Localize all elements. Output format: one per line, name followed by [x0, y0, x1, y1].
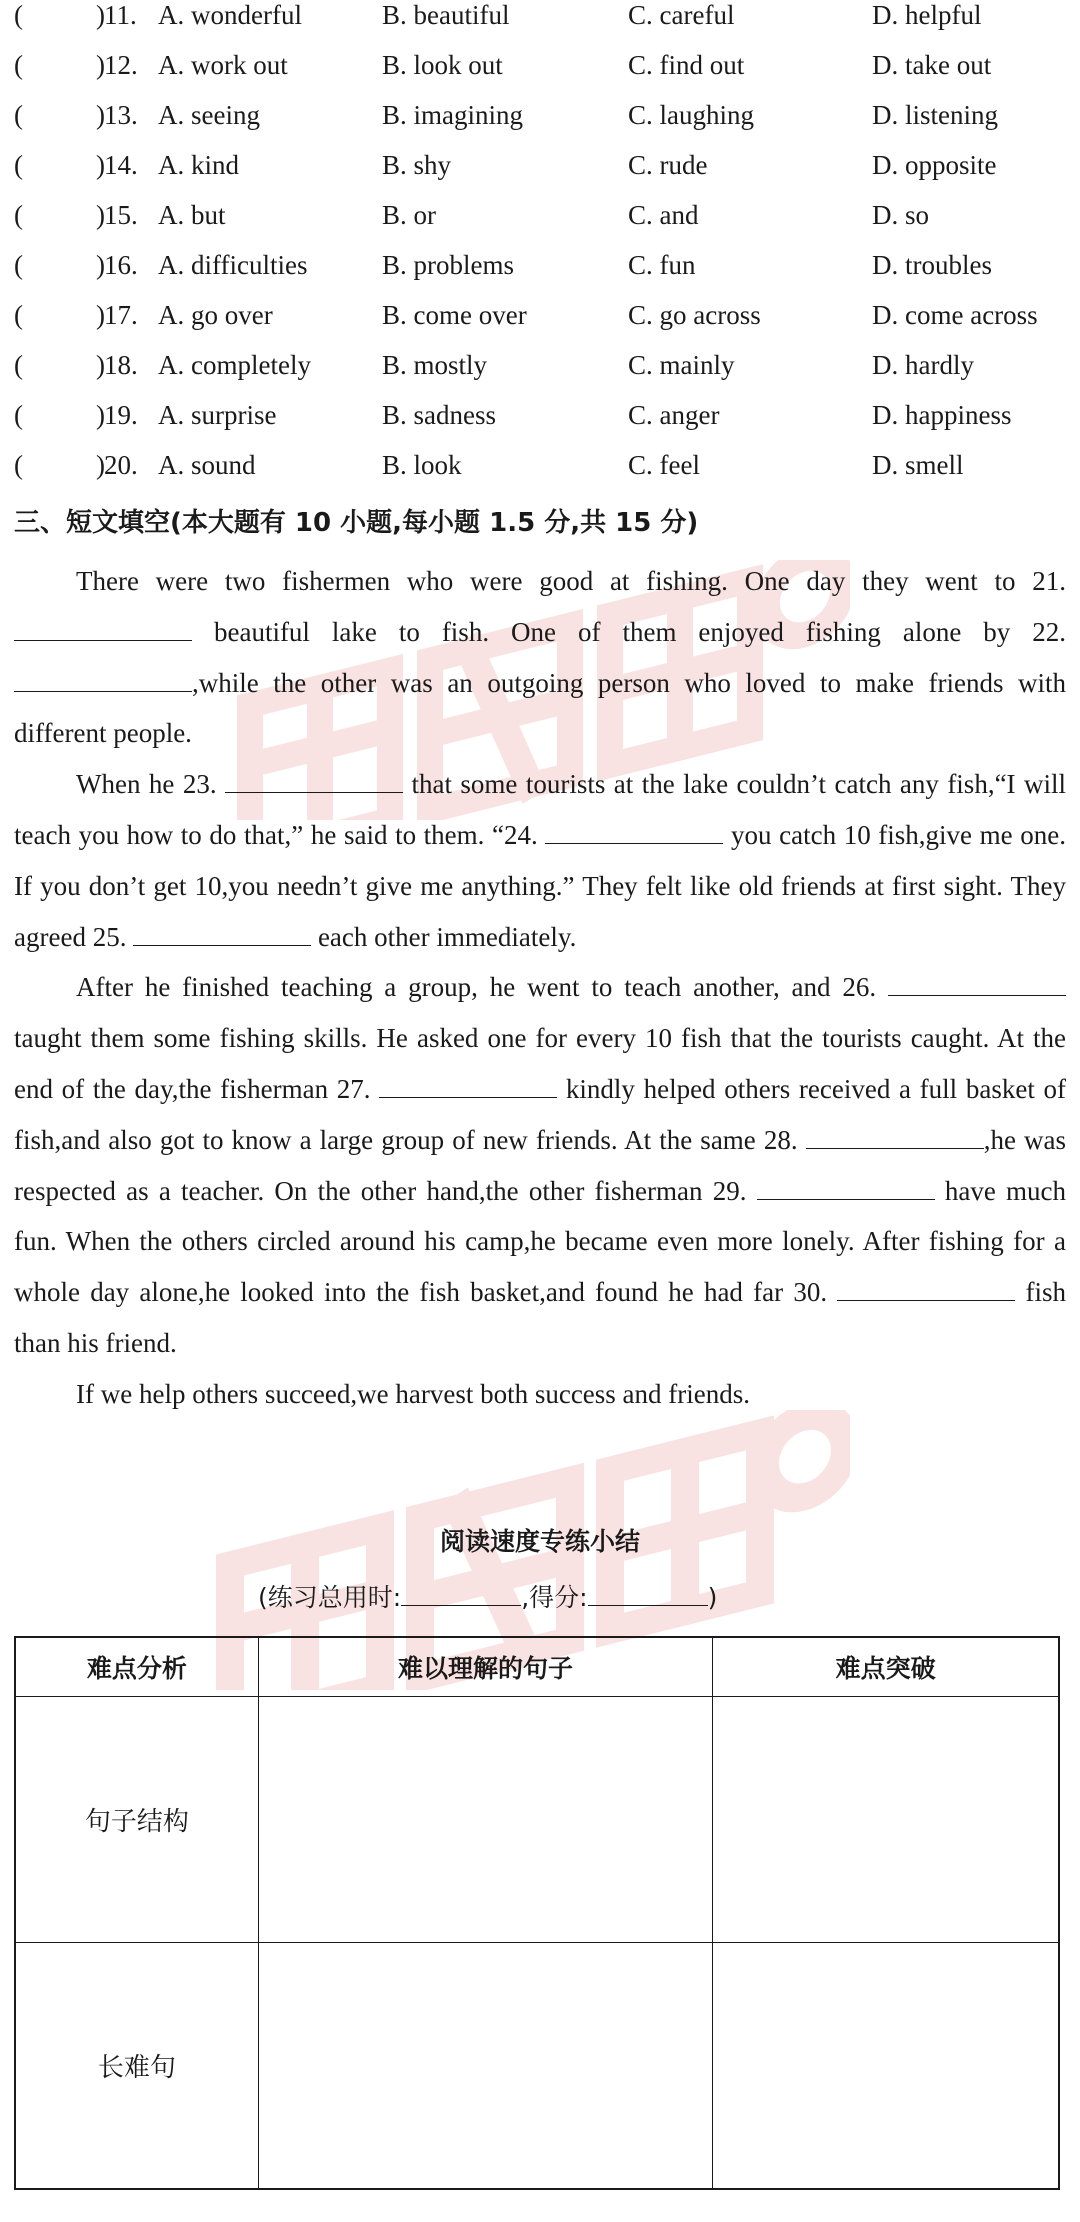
passage-text: ,he was respected as a teacher. On the other hand,the other fisherman 29.	[14, 1124, 1066, 1206]
option-a: A. completely	[158, 350, 311, 380]
option-c: C. anger	[628, 400, 720, 430]
blank-25[interactable]	[133, 921, 311, 946]
option-d: D. smell	[872, 450, 964, 480]
difficulty-table	[14, 1636, 1060, 2190]
answer-paren-close: )	[96, 250, 105, 280]
option-b: B. shy	[382, 150, 452, 180]
blank-26[interactable]	[888, 971, 1066, 996]
answer-paren-open: (	[14, 50, 23, 80]
option-b: B. sadness	[382, 400, 496, 430]
question-number: 15.	[104, 200, 138, 230]
question-number: 17.	[104, 300, 138, 330]
question-number: 14.	[104, 150, 138, 180]
score-blank[interactable]	[588, 1583, 708, 1606]
breakthrough-cell[interactable]	[713, 1943, 1059, 2190]
answer-paren-open: (	[14, 300, 23, 330]
answer-paren-open: (	[14, 100, 23, 130]
option-d: D. troubles	[872, 250, 992, 280]
passage-text: After he finished teaching a group, he went to teach another, and 26.	[76, 972, 888, 1003]
answer-paren-close: )	[96, 300, 105, 330]
blank-21[interactable]	[14, 616, 192, 641]
option-c: C. and	[628, 200, 699, 230]
answer-paren-open: (	[14, 200, 23, 230]
question-number: 18.	[104, 350, 138, 380]
option-a: A. difficulties	[158, 250, 308, 280]
time-blank[interactable]	[401, 1583, 521, 1606]
blank-29[interactable]	[757, 1175, 935, 1200]
paragraph-4: If we help others succeed,we harvest both success and friends.	[76, 1378, 751, 1409]
blank-28[interactable]	[806, 1124, 984, 1149]
question-number: 19.	[104, 400, 138, 430]
option-c: C. find out	[628, 50, 745, 80]
answer-paren-open: (	[14, 450, 23, 480]
passage-text: that some tourists at the lake couldn’t catch any fish,“I will teach you how to do that,” he said to them. “24.	[14, 769, 1066, 850]
question-row-16	[0, 250, 1080, 300]
option-d: D. helpful	[872, 0, 982, 30]
blank-22[interactable]	[14, 667, 192, 692]
option-c: C. go across	[628, 300, 761, 330]
section-heading: 三、短文填空(本大题有 10 小题,每小题 1.5 分,共 15 分)	[14, 508, 699, 538]
option-a: A. work out	[158, 50, 288, 80]
option-c: C. careful	[628, 0, 735, 30]
table-header-row	[15, 1637, 1059, 1697]
question-row-14	[0, 150, 1080, 200]
score-label: ,得分:	[521, 1583, 588, 1612]
answer-paren-close: )	[96, 100, 105, 130]
summary-title: 阅读速度专练小结	[439, 1527, 640, 1556]
blank-27[interactable]	[379, 1073, 557, 1098]
passage-text: fish than his friend.	[14, 1277, 1067, 1358]
option-c: C. laughing	[628, 100, 754, 130]
question-row-19	[0, 400, 1080, 450]
option-d: D. come across	[872, 300, 1038, 330]
answer-paren-open: (	[14, 0, 23, 30]
blank-24[interactable]	[545, 819, 723, 844]
option-b: B. look	[382, 450, 462, 480]
sentence-cell[interactable]	[258, 1697, 713, 1943]
question-number: 13.	[104, 100, 138, 130]
option-a: A. sound	[158, 450, 256, 480]
passage-text: When he 23.	[76, 769, 226, 800]
cloze-passage	[14, 556, 1066, 1420]
question-row-18	[0, 350, 1080, 400]
question-number: 12.	[104, 50, 138, 80]
option-c: C. fun	[628, 250, 696, 280]
option-a: A. wonderful	[158, 0, 302, 30]
time-label: (练习总用时:	[258, 1583, 402, 1612]
option-a: A. surprise	[158, 400, 277, 430]
question-number: 16.	[104, 250, 138, 280]
option-d: D. opposite	[872, 150, 997, 180]
option-c: C. feel	[628, 450, 700, 480]
question-number: 20.	[104, 450, 138, 480]
answer-paren-open: (	[14, 350, 23, 380]
row-category: 长难句	[15, 1943, 258, 2190]
question-row-17	[0, 300, 1080, 350]
option-a: A. kind	[158, 150, 239, 180]
blank-30[interactable]	[837, 1276, 1015, 1301]
option-a: A. seeing	[158, 100, 260, 130]
option-b: B. or	[382, 200, 436, 230]
blank-23[interactable]	[225, 768, 403, 793]
answer-paren-close: )	[96, 350, 105, 380]
option-b: B. mostly	[382, 350, 488, 380]
answer-paren-open: (	[14, 250, 23, 280]
passage-text: ,while the other was an outgoing person who loved to make friends with different people.	[14, 667, 1066, 749]
table-row	[15, 1697, 1059, 1943]
option-a: A. go over	[158, 300, 273, 330]
question-row-15	[0, 200, 1080, 250]
question-row-20	[0, 450, 1080, 500]
paragraph-2	[14, 759, 1066, 962]
paragraph-3	[14, 962, 1066, 1368]
option-d: D. happiness	[872, 400, 1012, 430]
summary-meta	[258, 1578, 717, 1614]
answer-paren-close: )	[96, 150, 105, 180]
header-breakthrough: 难点突破	[713, 1637, 1059, 1697]
row-category: 句子结构	[15, 1697, 258, 1943]
option-d: D. hardly	[872, 350, 974, 380]
sentence-cell[interactable]	[258, 1943, 713, 2190]
option-b: B. problems	[382, 250, 514, 280]
header-difficulty-analysis: 难点分析	[15, 1637, 258, 1697]
option-b: B. imagining	[382, 100, 523, 130]
header-hard-sentences: 难以理解的句子	[258, 1637, 713, 1697]
option-d: D. so	[872, 200, 930, 230]
paragraph-1	[14, 556, 1066, 759]
passage-text: you catch 10 fish,give me one. If you don’t get 10,you needn’t give me anything.” They felt like old friends at first sight. They agreed 25.	[14, 819, 1066, 952]
question-row-11	[0, 0, 1080, 50]
answer-paren-close: )	[96, 200, 105, 230]
option-d: D. take out	[872, 50, 992, 80]
question-number: 11.	[104, 0, 137, 30]
answer-paren-close: )	[96, 400, 105, 430]
table-row	[15, 1943, 1059, 2190]
passage-text: kindly helped others received a full basket of fish,and also got to know a large group of new friends. At the same 28.	[14, 1073, 1066, 1155]
passage-text: beautiful lake to fish. One of them enjoyed fishing alone by 22.	[192, 616, 1066, 647]
answer-paren-open: (	[14, 400, 23, 430]
answer-paren-close: )	[96, 50, 105, 80]
option-b: B. beautiful	[382, 0, 510, 30]
question-row-13	[0, 100, 1080, 150]
meta-close: )	[707, 1583, 718, 1612]
question-row-12	[0, 50, 1080, 100]
option-c: C. mainly	[628, 350, 735, 380]
answer-paren-open: (	[14, 150, 23, 180]
option-c: C. rude	[628, 150, 708, 180]
option-a: A. but	[158, 200, 226, 230]
passage-text: have much fun. When the others circled around his camp,he became even more lonely. After fishing for a whole day alone,he looked into the fish basket,and found he had far 30.	[14, 1175, 1067, 1308]
passage-text: There were two fishermen who were good at fishing. One day they went to 21.	[76, 566, 1066, 596]
option-d: D. listening	[872, 100, 998, 130]
breakthrough-cell[interactable]	[713, 1697, 1059, 1943]
option-b: B. look out	[382, 50, 503, 80]
passage-text: taught them some fishing skills. He asked one for every 10 fish that the tourists caught. At the end of the day,the fisherman 27.	[14, 1023, 1066, 1104]
option-b: B. come over	[382, 300, 527, 330]
answer-paren-close: )	[96, 450, 105, 480]
passage-text: each other immediately.	[311, 921, 577, 952]
answer-paren-close: )	[96, 0, 105, 30]
